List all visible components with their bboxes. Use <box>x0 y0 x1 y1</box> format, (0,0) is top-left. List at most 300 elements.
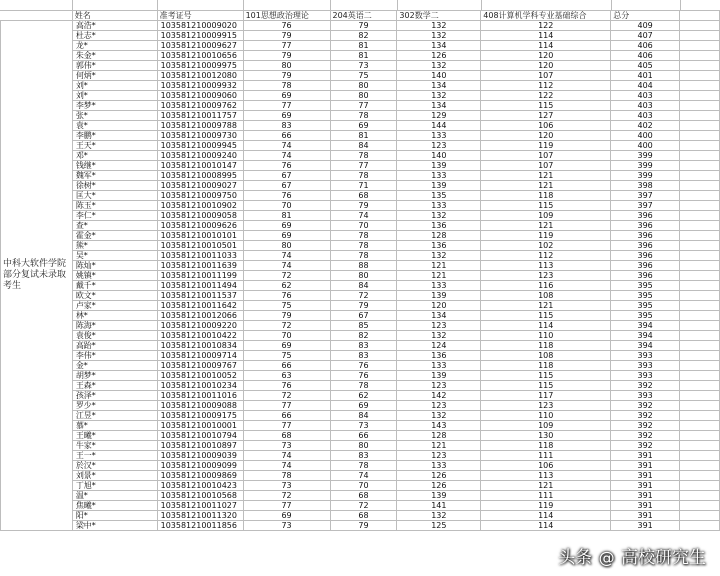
header-english: 204英语二 <box>330 11 397 21</box>
cell-politics: 76 <box>243 291 330 301</box>
table-row <box>1 21 720 31</box>
table-row <box>1 191 720 201</box>
cell-total: 395 <box>611 311 680 321</box>
table-row <box>1 521 720 531</box>
cell-spare <box>680 101 720 111</box>
cell-english: 71 <box>330 181 397 191</box>
cell-politics: 75 <box>243 301 330 311</box>
table-row <box>1 71 720 81</box>
cell-english: 72 <box>330 291 397 301</box>
cell-total: 406 <box>611 51 680 61</box>
cell-name: 姚镇* <box>72 271 157 281</box>
cell-spare <box>680 341 720 351</box>
table-row <box>1 421 720 431</box>
cell-english: 67 <box>330 311 397 321</box>
table-row <box>1 371 720 381</box>
table-row <box>1 51 720 61</box>
cell-total: 397 <box>611 201 680 211</box>
cell-politics: 81 <box>243 211 330 221</box>
header-politics: 101思想政治理论 <box>243 11 330 21</box>
cell-math: 133 <box>397 281 481 291</box>
cell-math: 133 <box>397 461 481 471</box>
cell-name: 高跆* <box>72 341 157 351</box>
cell-politics: 75 <box>243 351 330 361</box>
cell-math: 134 <box>397 81 481 91</box>
cell-english: 69 <box>330 121 397 131</box>
cell-id: 103581210011033 <box>157 251 243 261</box>
cell-politics: 72 <box>243 271 330 281</box>
watermark-at: @ <box>598 548 615 567</box>
cell-math: 133 <box>397 131 481 141</box>
cell-english: 78 <box>330 461 397 471</box>
header-row <box>1 11 720 21</box>
cell-name: 李鹏* <box>72 131 157 141</box>
cell-major: 113 <box>481 471 611 481</box>
cell-total: 395 <box>611 291 680 301</box>
cell-politics: 76 <box>243 161 330 171</box>
cell-total: 393 <box>611 371 680 381</box>
cell-math: 141 <box>397 501 481 511</box>
cell-politics: 74 <box>243 451 330 461</box>
cell-id: 103581210009220 <box>157 321 243 331</box>
cell-english: 88 <box>330 261 397 271</box>
table-row <box>1 351 720 361</box>
cell-spare <box>680 301 720 311</box>
cell-id: 103581210010501 <box>157 241 243 251</box>
cell-total: 392 <box>611 421 680 431</box>
cell-english: 72 <box>330 501 397 511</box>
cell-math: 121 <box>397 271 481 281</box>
table-row <box>1 181 720 191</box>
table-row <box>1 91 720 101</box>
cell-name: 刘景* <box>72 471 157 481</box>
cell-total: 396 <box>611 221 680 231</box>
cell-english: 80 <box>330 81 397 91</box>
table-row <box>1 311 720 321</box>
cell-major: 102 <box>481 241 611 251</box>
group-header-cell <box>1 11 73 21</box>
cell-name: 袁俊* <box>72 331 157 341</box>
cell-english: 78 <box>330 151 397 161</box>
cell-spare <box>680 41 720 51</box>
table-row <box>1 301 720 311</box>
table-row <box>1 241 720 251</box>
cell-total: 392 <box>611 401 680 411</box>
cell-major: 108 <box>481 351 611 361</box>
cell-politics: 72 <box>243 491 330 501</box>
cell-major: 120 <box>481 61 611 71</box>
header-major: 408计算机学科专业基础综合 <box>481 11 611 21</box>
cell-total: 409 <box>611 21 680 31</box>
cell-math: 143 <box>397 421 481 431</box>
cell-spare <box>680 411 720 421</box>
cell-english: 83 <box>330 341 397 351</box>
cell-math: 125 <box>397 521 481 531</box>
cell-spare <box>680 431 720 441</box>
cell-name: 龙* <box>72 41 157 51</box>
cell-math: 139 <box>397 291 481 301</box>
cell-math: 129 <box>397 111 481 121</box>
cell-politics: 69 <box>243 91 330 101</box>
cell-english: 80 <box>330 441 397 451</box>
cell-math: 126 <box>397 481 481 491</box>
cell-english: 78 <box>330 171 397 181</box>
cell-spare <box>680 251 720 261</box>
cell-major: 118 <box>481 441 611 451</box>
cell-name: 匡大* <box>72 191 157 201</box>
cell-name: 陈灿* <box>72 261 157 271</box>
cell-math: 132 <box>397 251 481 261</box>
table-row <box>1 251 720 261</box>
table-row <box>1 281 720 291</box>
table-row <box>1 321 720 331</box>
cell-major: 116 <box>481 281 611 291</box>
cell-name: 王曦* <box>72 431 157 441</box>
table-row <box>1 211 720 221</box>
cell-id: 103581210010422 <box>157 331 243 341</box>
cell-major: 114 <box>481 31 611 41</box>
cell-spare <box>680 31 720 41</box>
table-row <box>1 451 720 461</box>
cell-total: 405 <box>611 61 680 71</box>
cell-politics: 68 <box>243 431 330 441</box>
cell-id: 103581210011642 <box>157 301 243 311</box>
cell-total: 392 <box>611 431 680 441</box>
cell-name: 王森* <box>72 381 157 391</box>
cell-total: 403 <box>611 91 680 101</box>
cell-total: 391 <box>611 471 680 481</box>
cell-math: 132 <box>397 31 481 41</box>
cell-total: 400 <box>611 141 680 151</box>
table-row <box>1 441 720 451</box>
cell-total: 399 <box>611 151 680 161</box>
header-total: 总分 <box>611 11 680 21</box>
cell-name: 慕* <box>72 421 157 431</box>
cell-id: 103581210009750 <box>157 191 243 201</box>
cell-english: 79 <box>330 21 397 31</box>
cell-english: 78 <box>330 111 397 121</box>
cell-total: 391 <box>611 521 680 531</box>
cell-math: 132 <box>397 21 481 31</box>
cell-id: 103581210010656 <box>157 51 243 61</box>
cell-major: 115 <box>481 201 611 211</box>
cell-math: 139 <box>397 491 481 501</box>
cell-id: 103581210010902 <box>157 201 243 211</box>
cell-spare <box>680 311 720 321</box>
cell-math: 139 <box>397 371 481 381</box>
cell-major: 110 <box>481 331 611 341</box>
score-table <box>0 10 720 531</box>
cell-major: 121 <box>481 181 611 191</box>
cell-id: 103581210011016 <box>157 391 243 401</box>
table-row <box>1 111 720 121</box>
cell-politics: 79 <box>243 71 330 81</box>
cell-spare <box>680 321 720 331</box>
cell-name: 郭伟* <box>72 61 157 71</box>
cell-english: 80 <box>330 91 397 101</box>
cell-name: 王一* <box>72 451 157 461</box>
cell-english: 68 <box>330 191 397 201</box>
cell-english: 78 <box>330 381 397 391</box>
cell-politics: 76 <box>243 21 330 31</box>
cell-name: 陈玉* <box>72 201 157 211</box>
cell-english: 68 <box>330 511 397 521</box>
cell-id: 103581210009915 <box>157 31 243 41</box>
cell-id: 103581210009788 <box>157 121 243 131</box>
cell-spare <box>680 111 720 121</box>
cell-major: 112 <box>481 81 611 91</box>
table-row <box>1 151 720 161</box>
cell-politics: 67 <box>243 171 330 181</box>
cell-name: 刘* <box>72 91 157 101</box>
cell-name: 罗少* <box>72 401 157 411</box>
cell-math: 134 <box>397 41 481 51</box>
cell-total: 391 <box>611 481 680 491</box>
cell-politics: 74 <box>243 261 330 271</box>
cell-total: 403 <box>611 101 680 111</box>
cell-spare <box>680 471 720 481</box>
cell-politics: 77 <box>243 501 330 511</box>
cell-total: 407 <box>611 31 680 41</box>
cell-spare <box>680 221 720 231</box>
cell-name: 丁旭* <box>72 481 157 491</box>
table-row <box>1 201 720 211</box>
cell-id: 103581210010052 <box>157 371 243 381</box>
cell-major: 113 <box>481 261 611 271</box>
cell-politics: 77 <box>243 41 330 51</box>
cell-name: 於汉* <box>72 461 157 471</box>
cell-politics: 80 <box>243 61 330 71</box>
cell-english: 78 <box>330 241 397 251</box>
cell-math: 133 <box>397 201 481 211</box>
cell-total: 396 <box>611 211 680 221</box>
cell-spare <box>680 71 720 81</box>
cell-math: 132 <box>397 91 481 101</box>
cell-name: 杜志* <box>72 31 157 41</box>
cell-politics: 62 <box>243 281 330 291</box>
cell-english: 76 <box>330 361 397 371</box>
cell-math: 123 <box>397 381 481 391</box>
cell-english: 70 <box>330 481 397 491</box>
cell-spare <box>680 451 720 461</box>
cell-total: 397 <box>611 191 680 201</box>
cell-math: 139 <box>397 181 481 191</box>
cell-name: 梁中* <box>72 521 157 531</box>
cell-politics: 83 <box>243 121 330 131</box>
table-row <box>1 381 720 391</box>
cell-math: 142 <box>397 391 481 401</box>
cell-spare <box>680 511 720 521</box>
cell-math: 140 <box>397 71 481 81</box>
cell-id: 103581210010423 <box>157 481 243 491</box>
cell-english: 75 <box>330 71 397 81</box>
cell-politics: 66 <box>243 411 330 421</box>
cell-name: 魏军* <box>72 171 157 181</box>
table-row <box>1 171 720 181</box>
cell-name: 江昱* <box>72 411 157 421</box>
cell-spare <box>680 371 720 381</box>
cell-math: 134 <box>397 311 481 321</box>
cell-english: 73 <box>330 61 397 71</box>
cell-politics: 79 <box>243 51 330 61</box>
table-row <box>1 341 720 351</box>
cell-english: 78 <box>330 231 397 241</box>
cell-spare <box>680 481 720 491</box>
cell-id: 103581210010794 <box>157 431 243 441</box>
cell-id: 103581210009945 <box>157 141 243 151</box>
cell-spare <box>680 351 720 361</box>
cell-id: 103581210009099 <box>157 461 243 471</box>
cell-politics: 74 <box>243 461 330 471</box>
cell-id: 103581210009762 <box>157 101 243 111</box>
cell-politics: 76 <box>243 191 330 201</box>
cell-spare <box>680 421 720 431</box>
cell-total: 406 <box>611 41 680 51</box>
cell-politics: 78 <box>243 81 330 91</box>
cell-math: 139 <box>397 161 481 171</box>
cell-major: 123 <box>481 401 611 411</box>
cell-math: 128 <box>397 231 481 241</box>
cell-total: 394 <box>611 341 680 351</box>
cell-major: 120 <box>481 131 611 141</box>
cell-spare <box>680 401 720 411</box>
cell-id: 103581210011757 <box>157 111 243 121</box>
cell-spare <box>680 211 720 221</box>
cell-id: 103581210011856 <box>157 521 243 531</box>
table-row <box>1 361 720 371</box>
cell-math: 132 <box>397 411 481 421</box>
cell-english: 85 <box>330 321 397 331</box>
cell-total: 396 <box>611 251 680 261</box>
cell-id: 103581210009626 <box>157 221 243 231</box>
table-row <box>1 81 720 91</box>
table-row <box>1 471 720 481</box>
cell-math: 121 <box>397 261 481 271</box>
cell-id: 103581210009767 <box>157 361 243 371</box>
cell-id: 103581210009932 <box>157 81 243 91</box>
cell-spare <box>680 491 720 501</box>
cell-id: 103581210011199 <box>157 271 243 281</box>
cell-math: 128 <box>397 431 481 441</box>
cell-major: 114 <box>481 41 611 51</box>
cell-id: 103581210012080 <box>157 71 243 81</box>
cell-total: 394 <box>611 321 680 331</box>
cell-spare <box>680 331 720 341</box>
cell-politics: 78 <box>243 471 330 481</box>
cell-total: 396 <box>611 241 680 251</box>
cell-id: 103581210011537 <box>157 291 243 301</box>
cell-name: 欧文* <box>72 291 157 301</box>
cell-major: 118 <box>481 191 611 201</box>
cell-math: 132 <box>397 211 481 221</box>
cell-spare <box>680 261 720 271</box>
cell-politics: 69 <box>243 221 330 231</box>
cell-english: 69 <box>330 401 397 411</box>
cell-spare <box>680 51 720 61</box>
cell-total: 395 <box>611 301 680 311</box>
cell-total: 396 <box>611 231 680 241</box>
cell-id: 103581210010897 <box>157 441 243 451</box>
cell-politics: 74 <box>243 251 330 261</box>
cell-major: 115 <box>481 371 611 381</box>
cell-total: 404 <box>611 81 680 91</box>
cell-math: 133 <box>397 361 481 371</box>
cell-politics: 67 <box>243 181 330 191</box>
cell-english: 68 <box>330 491 397 501</box>
cell-id: 103581210011494 <box>157 281 243 291</box>
cell-id: 103581210009869 <box>157 471 243 481</box>
header-spare <box>680 11 720 21</box>
cell-english: 83 <box>330 351 397 361</box>
cell-id: 103581210009027 <box>157 181 243 191</box>
table-row <box>1 261 720 271</box>
cell-major: 115 <box>481 101 611 111</box>
cell-english: 74 <box>330 471 397 481</box>
cell-politics: 66 <box>243 361 330 371</box>
cell-major: 118 <box>481 341 611 351</box>
cell-major: 106 <box>481 461 611 471</box>
cell-spare <box>680 171 720 181</box>
table-row <box>1 141 720 151</box>
cell-major: 118 <box>481 361 611 371</box>
cell-id: 103581210010234 <box>157 381 243 391</box>
cell-spare <box>680 81 720 91</box>
cell-math: 123 <box>397 141 481 151</box>
cell-name: 李伟* <box>72 351 157 361</box>
cell-major: 123 <box>481 271 611 281</box>
cell-politics: 73 <box>243 481 330 491</box>
cell-total: 396 <box>611 271 680 281</box>
cell-english: 77 <box>330 161 397 171</box>
cell-english: 77 <box>330 101 397 111</box>
cell-spare <box>680 361 720 371</box>
cell-major: 119 <box>481 141 611 151</box>
cell-id: 103581210010568 <box>157 491 243 501</box>
cell-total: 402 <box>611 121 680 131</box>
cell-major: 121 <box>481 171 611 181</box>
cell-id: 103581210010001 <box>157 421 243 431</box>
cell-total: 399 <box>611 161 680 171</box>
cell-spare <box>680 131 720 141</box>
cell-politics: 74 <box>243 151 330 161</box>
cell-politics: 69 <box>243 231 330 241</box>
watermark <box>558 543 706 568</box>
cell-spare <box>680 61 720 71</box>
cell-english: 84 <box>330 281 397 291</box>
cell-id: 103581210009175 <box>157 411 243 421</box>
cell-english: 82 <box>330 331 397 341</box>
cell-major: 109 <box>481 211 611 221</box>
cell-spare <box>680 241 720 251</box>
table-row <box>1 491 720 501</box>
cell-name: 张* <box>72 111 157 121</box>
table-row <box>1 131 720 141</box>
cell-major: 114 <box>481 521 611 531</box>
cell-politics: 76 <box>243 381 330 391</box>
cell-id: 103581210009240 <box>157 151 243 161</box>
cell-major: 111 <box>481 451 611 461</box>
cell-total: 403 <box>611 111 680 121</box>
cell-major: 119 <box>481 501 611 511</box>
cell-major: 109 <box>481 421 611 431</box>
cell-id: 103581210009060 <box>157 91 243 101</box>
cell-name: 高浩* <box>72 21 157 31</box>
cell-math: 121 <box>397 441 481 451</box>
cell-spare <box>680 521 720 531</box>
cell-english: 79 <box>330 301 397 311</box>
cell-english: 81 <box>330 131 397 141</box>
cell-id: 103581210008995 <box>157 171 243 181</box>
